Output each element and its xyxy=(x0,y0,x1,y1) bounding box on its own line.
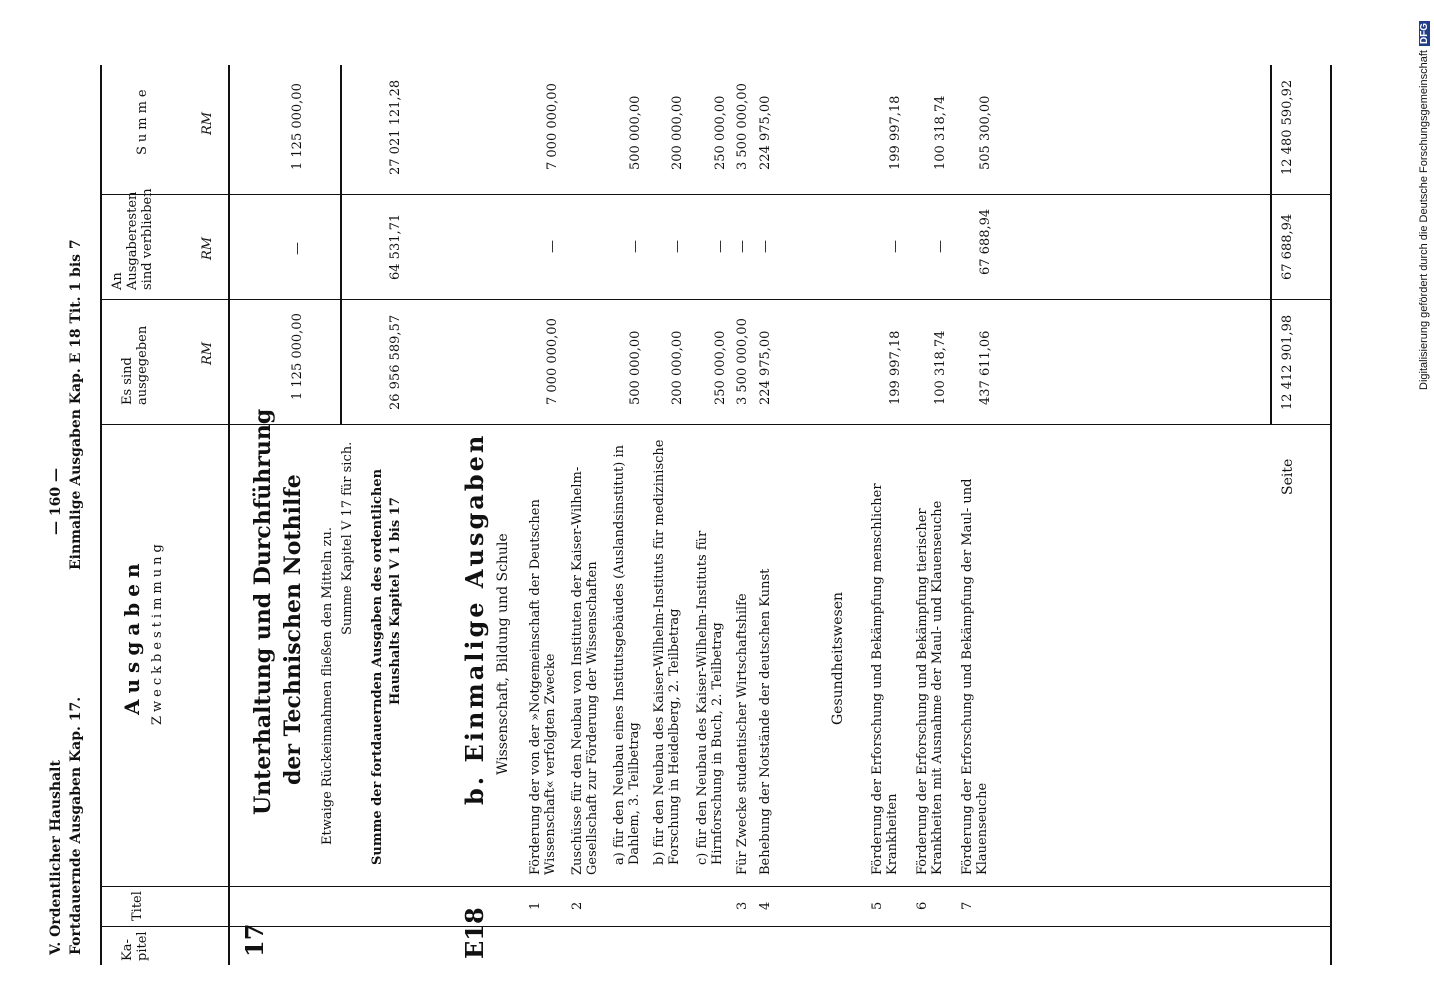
row-2a-v4: 500 000,00 xyxy=(628,330,643,405)
row-2b-v5: — xyxy=(670,240,685,253)
col-ausgegeben: Es sind ausgegeben xyxy=(120,325,150,405)
row-5-v5: — xyxy=(888,240,903,253)
row-6-v4: 100 318,74 xyxy=(933,330,948,405)
kap-e18: E18 xyxy=(460,907,489,959)
sec17-sum5: 64 531,71 xyxy=(388,213,403,280)
row-1-tit: 1 xyxy=(528,901,543,910)
sec17-sum4: 26 956 589,57 xyxy=(388,314,403,410)
header-top-left: V. Ordentlicher Haushalt xyxy=(48,760,64,955)
col-titel: Titel xyxy=(130,891,145,921)
row-6-text: Förderung der Erforschung und Bekämpfung tierischer Krankheiten mit Ausnahme der Maul- und Klauenseuche xyxy=(915,500,945,875)
e18-subtitle2: Gesundheitswesen xyxy=(830,592,846,725)
unit-4: RM xyxy=(200,341,215,365)
sec17-v4: 1 125 000,00 xyxy=(290,313,305,400)
sec17-title2: der Technischen Nothilfe xyxy=(280,474,306,785)
e18-title: b. Einmalige Ausgaben xyxy=(460,432,489,805)
row-3-v5: — xyxy=(735,240,750,253)
row-3-text: Für Zwecke studentischer Wirtschaftshilfe xyxy=(735,593,750,875)
row-6-v5: — xyxy=(933,240,948,253)
unit-5: RM xyxy=(200,236,215,260)
row-2a-text: a) für den Neubau eines Institutsgebäudes (Auslandsinstitut) in Dahlem, 3. Teilbetrag xyxy=(612,445,642,865)
sec17-title1: Unterhaltung und Durchführung xyxy=(250,408,276,815)
seite-v4: 12 412 901,98 xyxy=(1280,314,1295,410)
row-6-tit: 6 xyxy=(915,901,930,910)
rule-sec17 xyxy=(340,65,342,425)
row-2c-text: c) für den Neubau des Kaiser-Wilhelm-Instituts für Hirnforschung in Buch, 2. Teilbetrag xyxy=(695,530,725,865)
sec17-sum-label1: Summe der fortdauernden Ausgaben des ordentlichen xyxy=(370,468,385,865)
row-2-tit: 2 xyxy=(570,901,585,910)
row-2b-v6: 200 000,00 xyxy=(670,95,685,170)
row-4-v5: — xyxy=(758,240,773,253)
row-1-v4: 7 000 000,00 xyxy=(545,318,560,405)
row-2a-v6: 500 000,00 xyxy=(628,95,643,170)
sec17-note2: Summe Kapitel V 17 für sich. xyxy=(340,441,355,635)
row-2b-v4: 200 000,00 xyxy=(670,330,685,405)
row-4-v6: 224 975,00 xyxy=(758,95,773,170)
row-2c-v6: 250 000,00 xyxy=(713,95,728,170)
row-4-v4: 224 975,00 xyxy=(758,330,773,405)
col-sep-5 xyxy=(100,194,1330,195)
row-1-v6: 7 000 000,00 xyxy=(545,83,560,170)
header-page-no: — 160 — xyxy=(48,468,64,535)
row-7-v6: 505 300,00 xyxy=(978,95,993,170)
col-kapitel: Ka- pitel xyxy=(120,931,150,961)
row-1-v5: — xyxy=(545,240,560,253)
row-4-text: Behebung der Notstände der deutschen Kunst xyxy=(758,568,773,875)
col-sep-1 xyxy=(100,926,1330,927)
sec17-v5: — xyxy=(290,242,305,255)
seite-v5: 67 688,94 xyxy=(1280,213,1295,280)
row-2c-v4: 250 000,00 xyxy=(713,330,728,405)
col-sep-4 xyxy=(100,299,1330,300)
header-center-right: Einmalige Ausgaben Kap. E 18 Tit. 1 bis 7 xyxy=(68,239,84,570)
dfg-logo: DFG xyxy=(1419,22,1430,45)
col-ausgaben: Ausgaben xyxy=(120,557,144,715)
row-7-tit: 7 xyxy=(960,901,975,910)
row-2a-v5: — xyxy=(628,240,643,253)
row-5-tit: 5 xyxy=(870,901,885,910)
row-2c-v5: — xyxy=(713,240,728,253)
col-zweck: Zweckbestimmung xyxy=(150,540,165,725)
row-7-v5: 67 688,94 xyxy=(978,208,993,275)
row-2-text: Zuschüsse für den Neubau von Instituten der Kaiser-Wilhelm-Gesellschaft zur Förderung der Wissenschaften xyxy=(570,466,600,875)
col-sep-2 xyxy=(100,886,1330,887)
col-ausgabereste: An Ausgaberesten sind verblieben xyxy=(110,188,155,290)
seite-label: Seite xyxy=(1280,458,1296,495)
row-1-text: Förderung der von der »Notgemeinschaft der Deutschen Wissenschaft« verfolgten Zwecke xyxy=(528,499,558,875)
rule-top xyxy=(100,65,102,965)
sec17-sum6: 27 021 121,28 xyxy=(388,79,403,175)
row-3-v6: 3 500 000,00 xyxy=(735,83,750,170)
row-6-v6: 100 318,74 xyxy=(933,95,948,170)
rotated-table xyxy=(40,65,1360,965)
side-note-text: Digitalisierung gefördert durch die Deutsche Forschungsgemeinschaft xyxy=(1418,50,1430,390)
row-5-v6: 199 997,18 xyxy=(888,95,903,170)
header-sub-left: Fortdauernde Ausgaben Kap. 17. xyxy=(68,696,84,955)
sec17-sum-label2: Haushalts Kapitel V 1 bis 17 xyxy=(388,497,403,705)
rule-head xyxy=(228,65,230,965)
row-7-text: Förderung der Erforschung und Bekämpfung der Maul- und Klauenseuche xyxy=(960,478,990,875)
row-7-v4: 437 611,06 xyxy=(978,330,993,405)
seite-v6: 12 480 590,92 xyxy=(1280,79,1295,175)
kap-17: 17 xyxy=(240,923,269,957)
sec17-v6: 1 125 000,00 xyxy=(290,83,305,170)
row-3-tit: 3 xyxy=(735,901,750,910)
rule-seite xyxy=(1270,65,1272,425)
e18-subtitle: Wissenschaft, Bildung und Schule xyxy=(495,533,511,775)
rule-bottom xyxy=(1330,65,1332,965)
sec17-note1: Etwaige Rückeinnahmen fließen den Mitteln zu. xyxy=(320,526,335,845)
row-5-v4: 199 997,18 xyxy=(888,330,903,405)
unit-6: RM xyxy=(200,111,215,135)
row-3-v4: 3 500 000,00 xyxy=(735,318,750,405)
row-2b-text: b) für den Neubau des Kaiser-Wilhelm-Instituts für medizinische Forschung in Heidelberg, 2. Teilbetrag xyxy=(652,439,682,865)
row-4-tit: 4 xyxy=(758,901,773,910)
col-summe: Summe xyxy=(135,85,150,155)
row-5-text: Förderung der Erforschung und Bekämpfung menschlicher Krankheiten xyxy=(870,483,900,875)
side-note xyxy=(1418,10,1432,390)
col-sep-3 xyxy=(100,424,1330,425)
